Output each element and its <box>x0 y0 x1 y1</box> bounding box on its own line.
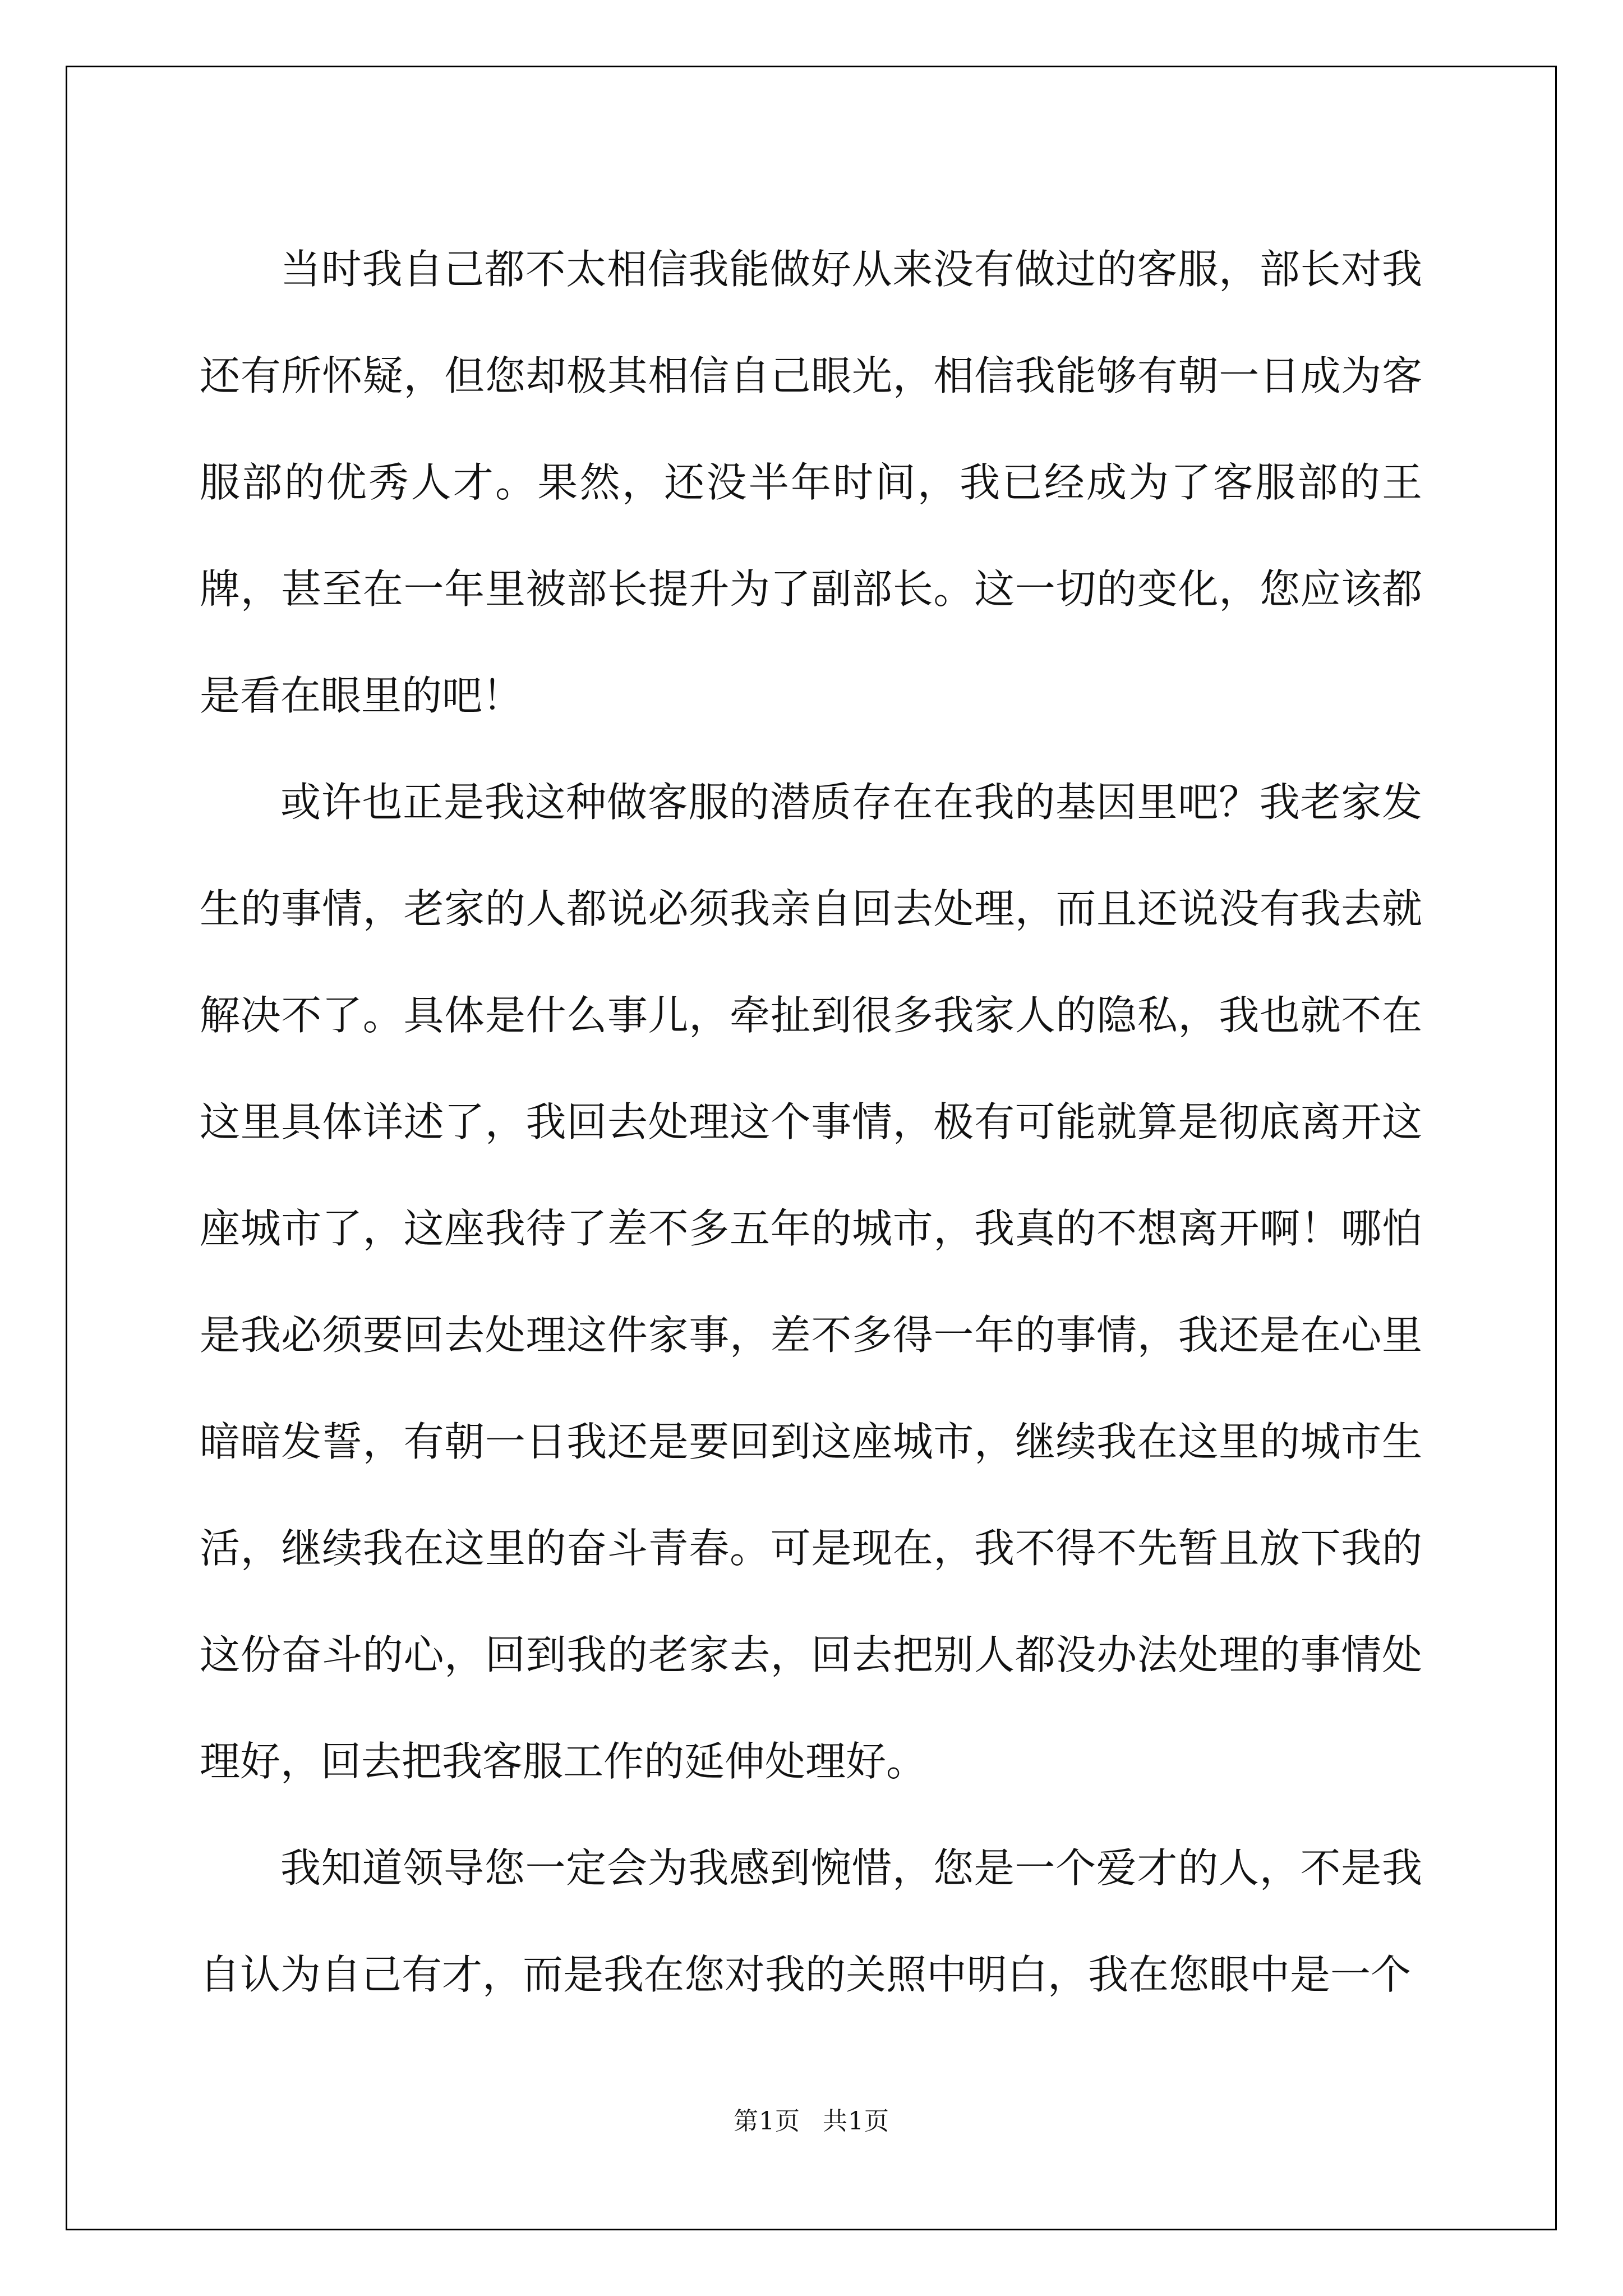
paragraph-3: 我知道领导您一定会为我感到惋惜，您是一个爱才的人，不是我自认为自己有才，而是我在您对我的关照中明白，我在您眼中是一个 <box>200 1844 1422 1998</box>
document-body <box>200 216 1422 2028</box>
paragraph-2: 或许也正是我这种做客服的潜质存在在我的基因里吧？我老家发生的事情，老家的人都说必须我亲自回去处理，而且还说没有我去就解决不了。具体是什么事儿，牵扯到很多我家人的隐私，我也就不在这里具体详述了，我回去处理这个事情，极有可能就算是彻底离开这座城市了，这座我待了差不多五年的城市，我真的不想离开啊！哪怕是我必须要回去处理这件家事，差不多得一年的事情，我还是在心里暗暗发誓，有朝一日我还是要回到这座城市，继续我在这里的城市生活，继续我在这里的奋斗青春。可是现在，我不得不先暂且放下我的这份奋斗的心，回到我的老家去，回去把别人都没办法处理的事情处理好，回去把我客服工作的延伸处理好。 <box>200 779 1422 1785</box>
paragraph-1: 当时我自己都不太相信我能做好从来没有做过的客服，部长对我还有所怀疑，但您却极其相信自己眼光，相信我能够有朝一日成为客服部的优秀人才。果然，还没半年时间，我已经成为了客服部的王牌，甚至在一年里被部长提升为了副部长。这一切的变化，您应该都是看在眼里的吧！ <box>200 246 1422 719</box>
page-number: 第1页 <box>734 2107 800 2136</box>
total-pages: 共1页 <box>823 2107 889 2136</box>
page-footer <box>0 2101 1623 2137</box>
